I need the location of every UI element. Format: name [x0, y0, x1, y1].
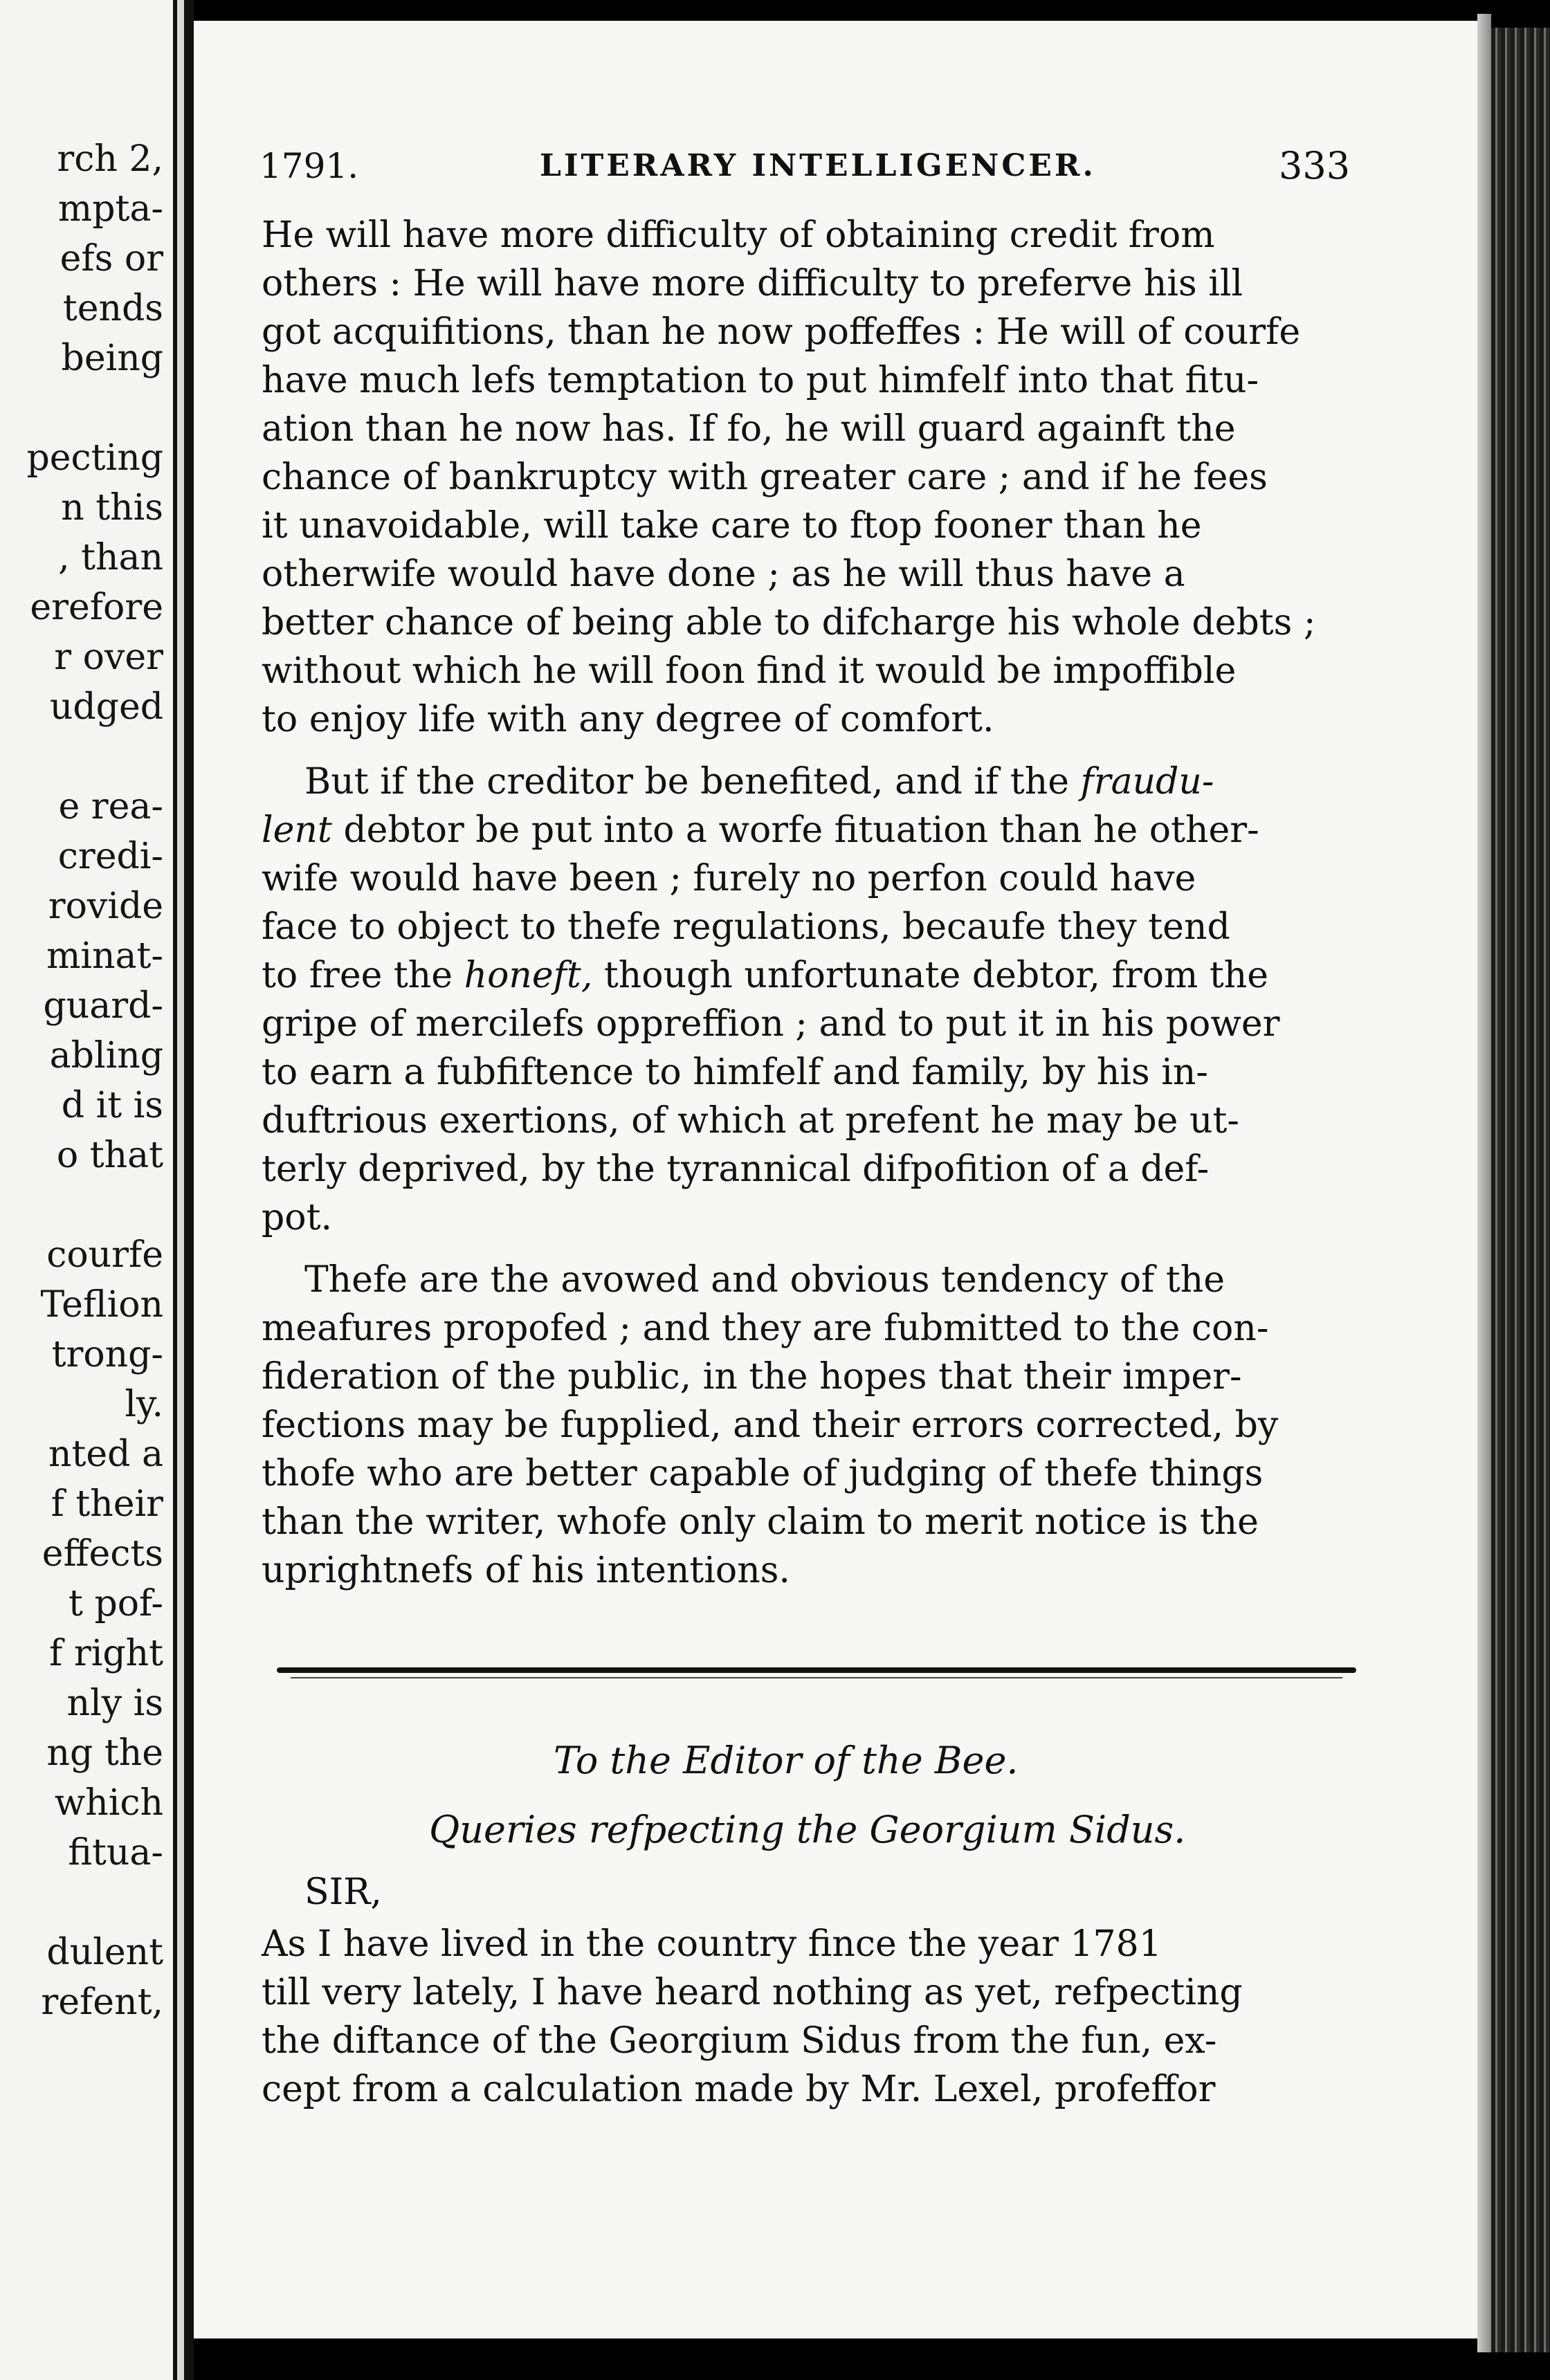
italic-word: lent: [262, 809, 332, 851]
text-line: to earn a fubfiftence to himfelf and family, by his in-: [262, 1052, 1208, 1093]
text-line: Thefe are the avowed and obvious tendency of the: [304, 1259, 1225, 1301]
text-line: pot.: [262, 1197, 333, 1238]
text-line: than the writer, whofe only claim to merit notice is the: [262, 1501, 1259, 1543]
previous-page-text-line: o that: [56, 1135, 163, 1176]
previous-page-text-line: t pof-: [69, 1583, 163, 1624]
text-line: face to object to thefe regulations, becaufe they tend: [262, 906, 1230, 948]
previous-page-text-line: credi-: [57, 836, 163, 877]
previous-page-text-line: abling: [49, 1035, 163, 1077]
previous-page-text-line: n this: [61, 487, 163, 529]
section-divider-rule: [277, 1667, 1356, 1673]
page-curve-shadow: [1477, 14, 1491, 2352]
previous-page-text-line: trong-: [51, 1334, 163, 1375]
text-line: duftrious exertions, of which at prefent he may be ut-: [262, 1100, 1239, 1142]
previous-page-text-line: which: [54, 1782, 163, 1824]
previous-page-text-line: rovide: [48, 886, 163, 927]
text-line: it unavoidable, will take care to ftop fooner than he: [262, 505, 1202, 547]
text-line: to enjoy life with any degree of comfort.: [262, 699, 994, 740]
text-line: otherwife would have done ; as he will thus have a: [262, 553, 1185, 595]
previous-page-text-line: dulent: [46, 1932, 163, 1973]
previous-page-text-line: minat-: [46, 935, 163, 977]
text-line: the diftance of the Georgium Sidus from the fun, ex-: [262, 2020, 1217, 2062]
previous-page-text-line: efs or: [60, 238, 163, 280]
text-line: have much lefs temptation to put himfelf into that fitu-: [262, 360, 1259, 401]
previous-page-text-line: being: [61, 338, 163, 379]
previous-page-text-line: courfe: [46, 1234, 163, 1276]
text-line: cept from a calculation made by Mr. Lexel, profeffor: [262, 2069, 1216, 2110]
previous-page-text-line: d it is: [61, 1085, 163, 1126]
previous-page-text-line: nted a: [48, 1434, 163, 1475]
previous-page-text-line: pecting: [26, 437, 163, 479]
previous-page-text-line: Teflion: [40, 1284, 163, 1326]
text-line: uprightnefs of his intentions.: [262, 1550, 790, 1591]
letter-address-heading: To the Editor of the Bee.: [554, 1739, 1019, 1782]
text-line: fections may be fupplied, and their errors corrected, by: [262, 1404, 1279, 1446]
text-line: others : He will have more difficulty to preferve his ill: [262, 263, 1243, 304]
text-line: chance of bankruptcy with greater care ; and if he fees: [262, 457, 1268, 498]
previous-page-text-line: nly is: [66, 1683, 163, 1724]
text-line: wife would have been ; furely no perfon could have: [262, 858, 1196, 899]
italic-word: honeft,: [464, 955, 593, 996]
italic-word: fraudu-: [1080, 761, 1214, 803]
text-line: thofe who are better capable of judging of thefe things: [262, 1453, 1264, 1494]
text-line: got acquifitions, than he now poffeffes : He will of courfe: [262, 311, 1301, 353]
letter-subject-heading: Queries refpecting the Georgium Sidus.: [429, 1808, 1186, 1851]
previous-page-text-line: guard-: [43, 985, 163, 1027]
text-line: He will have more difficulty of obtaining credit from: [262, 214, 1215, 256]
text-line: better chance of being able to difcharge his whole debts ;: [262, 602, 1316, 643]
previous-page-text-line: , than: [58, 537, 163, 578]
previous-page-text-line: rch 2,: [57, 138, 163, 180]
previous-page-text-line: refent,: [41, 1981, 163, 2023]
previous-page-text-line: erefore: [30, 587, 163, 628]
page-number: 333: [1279, 144, 1351, 187]
text-line: fideration of the public, in the hopes that their imper-: [262, 1356, 1242, 1398]
text-line: meafures propofed ; and they are fubmitted to the con-: [262, 1308, 1269, 1349]
previous-page-text-line: udged: [49, 686, 163, 728]
text-line: ation than he now has. If fo, he will guard againft the: [262, 408, 1236, 450]
text-line: But if the creditor be benefited, and if the fraudu-: [304, 761, 1214, 803]
page-block-edges: [1491, 28, 1550, 2352]
text-line: lent debtor be put into a worfe fituation than he other-: [262, 809, 1259, 851]
previous-page-text-line: fitua-: [68, 1832, 163, 1874]
running-header-title: LITERARY INTELLIGENCER.: [540, 148, 1096, 183]
previous-page-text-line: r over: [54, 637, 163, 678]
text-line: terly deprived, by the tyrannical difpofition of a def-: [262, 1148, 1210, 1190]
previous-page-text-line: ly.: [125, 1384, 163, 1425]
running-header-year: 1791.: [259, 146, 359, 186]
previous-page-text-line: mpta-: [57, 188, 163, 230]
text-line: As I have lived in the country fince the year 1781: [262, 1923, 1162, 1965]
previous-page-text-line: f right: [49, 1633, 163, 1674]
previous-page-text-line: e rea-: [58, 786, 163, 827]
text-line: till very lately, I have heard nothing as yet, refpecting: [262, 1972, 1243, 2013]
previous-page-text-line: tends: [62, 288, 163, 329]
previous-page-text-line: f their: [51, 1483, 163, 1525]
text-line: gripe of mercilefs oppreffion ; and to put it in his power: [262, 1003, 1280, 1045]
text-line: without which he will foon find it would be impoffible: [262, 650, 1237, 692]
letter-salutation: SIR,: [304, 1871, 382, 1913]
previous-page-fragment: [0, 0, 173, 2380]
gutter-page-edge: [177, 0, 184, 2380]
text-line: to free the honeft, though unfortunate debtor, from the: [262, 955, 1268, 996]
previous-page-text-line: effects: [42, 1533, 163, 1575]
section-divider-thin-rule: [291, 1677, 1342, 1678]
previous-page-text-line: ng the: [46, 1732, 163, 1774]
